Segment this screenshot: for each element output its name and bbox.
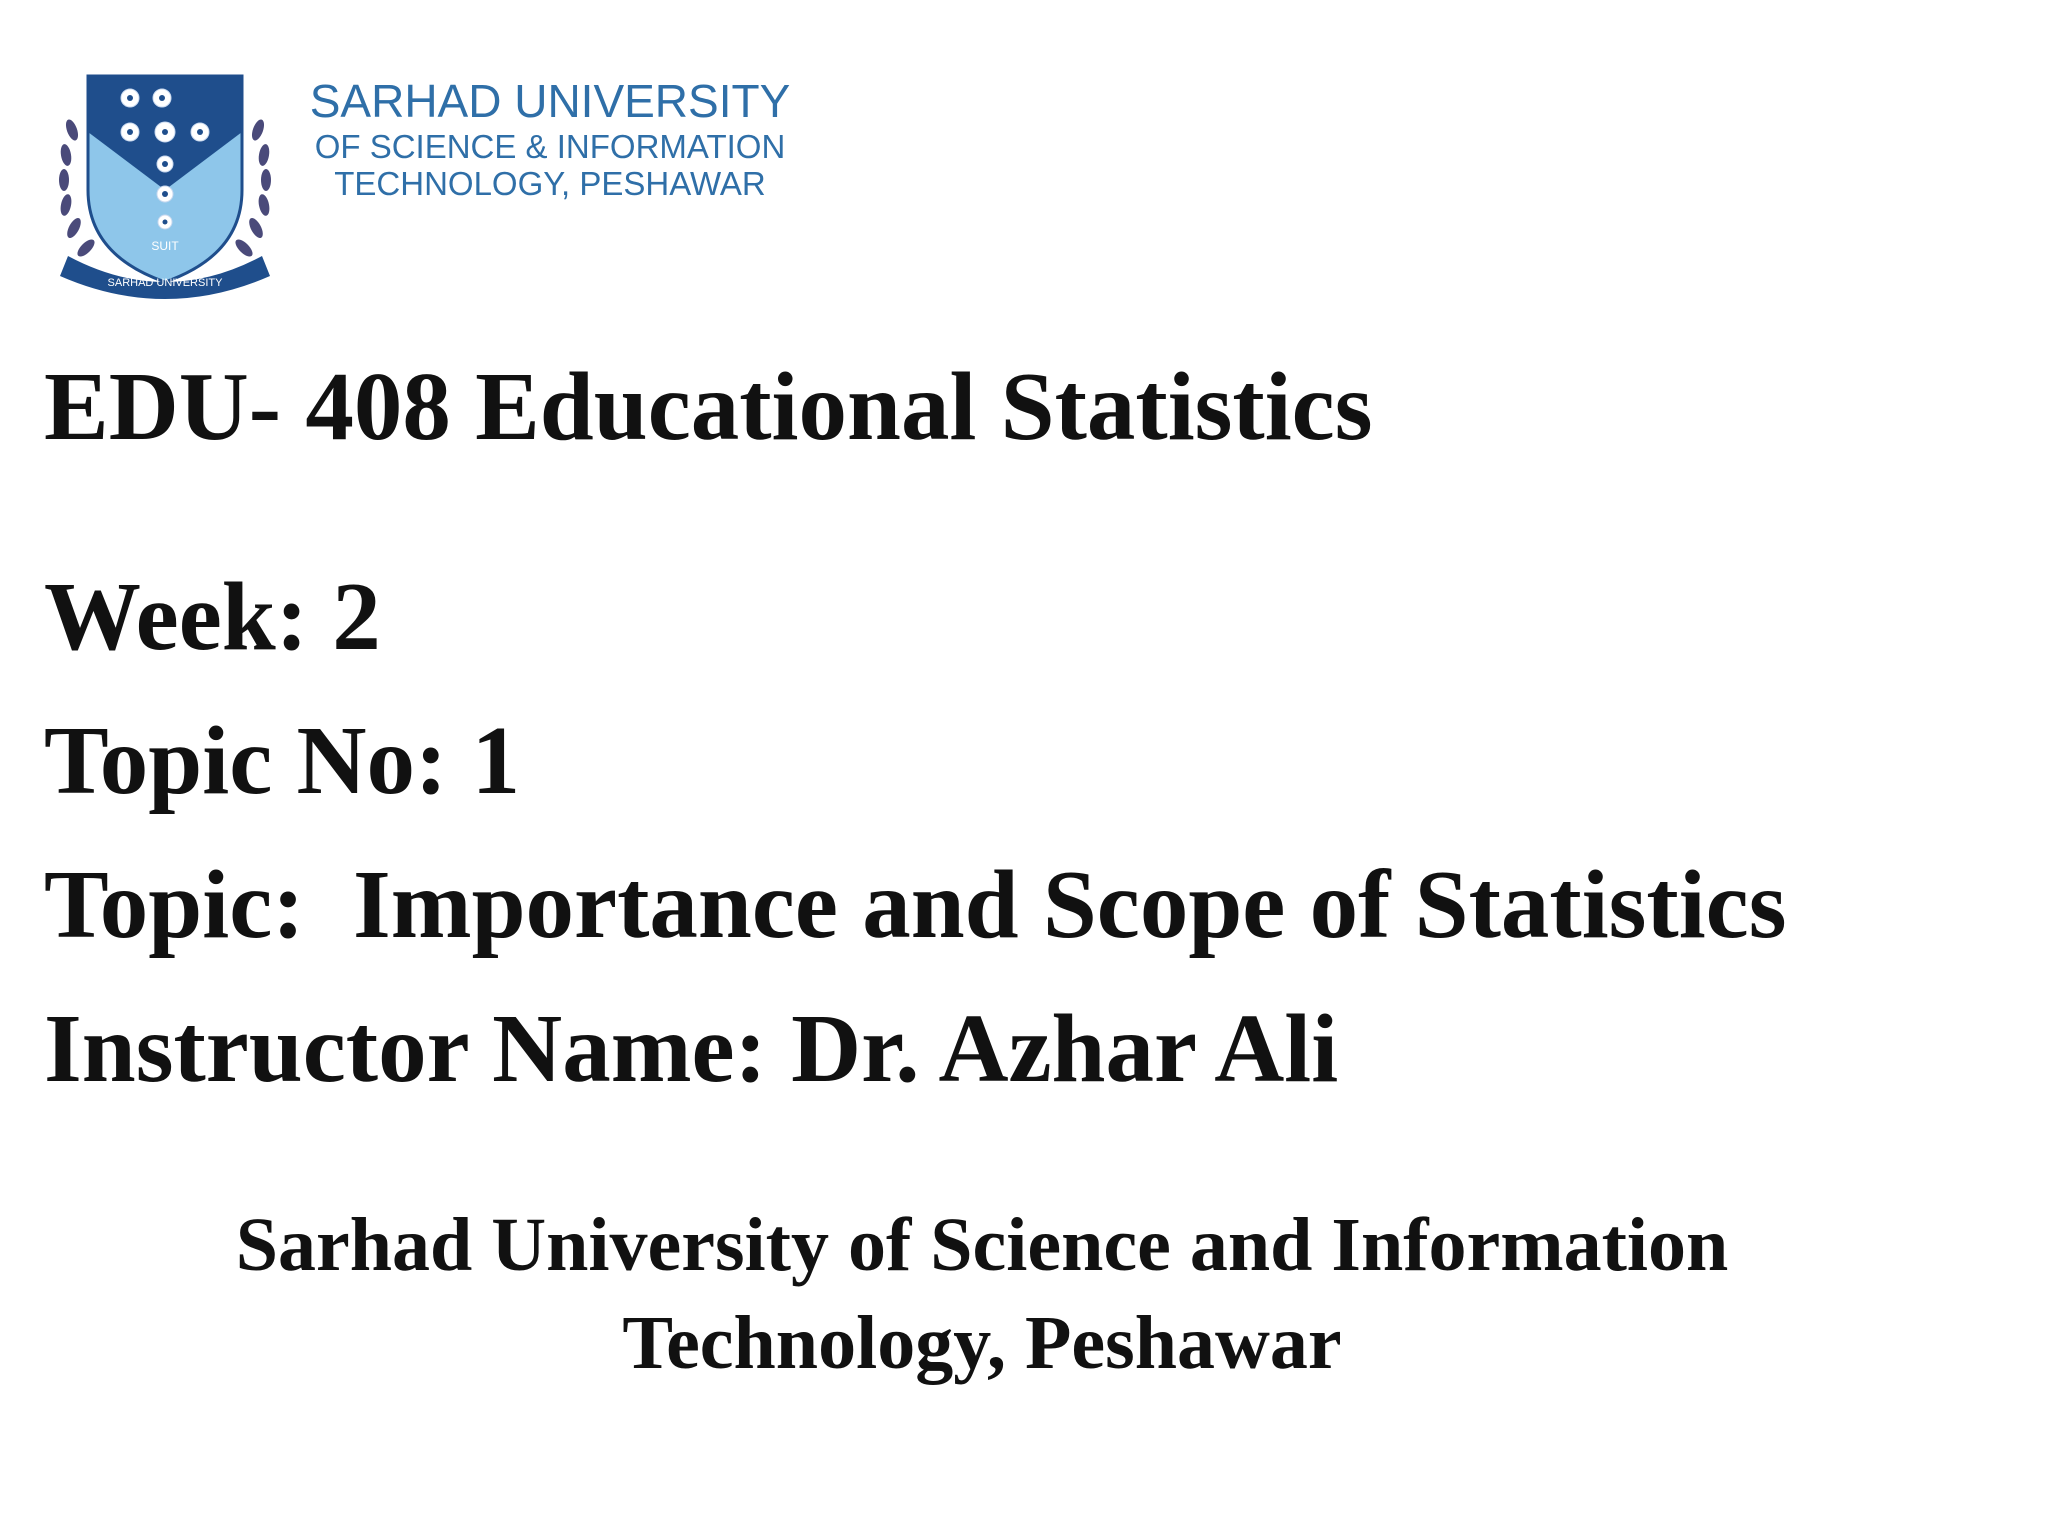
course-title: EDU- 408 Educational Statistics (44, 353, 1373, 460)
footer-institution (0, 1196, 1964, 1392)
university-wordmark (290, 75, 810, 202)
wordmark-line-2: OF SCIENCE & INFORMATION (314, 128, 786, 165)
seal-label: SUIT (151, 239, 179, 253)
university-seal-icon (50, 70, 280, 300)
university-logo (50, 70, 810, 300)
topic-label: Topic: Importance and Scope of Statistics (44, 851, 1787, 958)
wordmark-line-3: TECHNOLOGY, PESHAWAR (334, 165, 766, 202)
seal-ribbon-text: SARHAD UNIVERSITY (107, 277, 223, 289)
wordmark-line-1: SARHAD UNIVERSITY (309, 75, 791, 127)
footer-line-2: Technology, Peshawar (622, 1301, 1342, 1385)
week-label: Week: 2 (44, 563, 381, 670)
footer-line-1: Sarhad University of Science and Information (235, 1203, 1729, 1287)
topic-number-label: Topic No: 1 (44, 707, 521, 814)
instructor-label: Instructor Name: Dr. Azhar Ali (44, 995, 1339, 1102)
